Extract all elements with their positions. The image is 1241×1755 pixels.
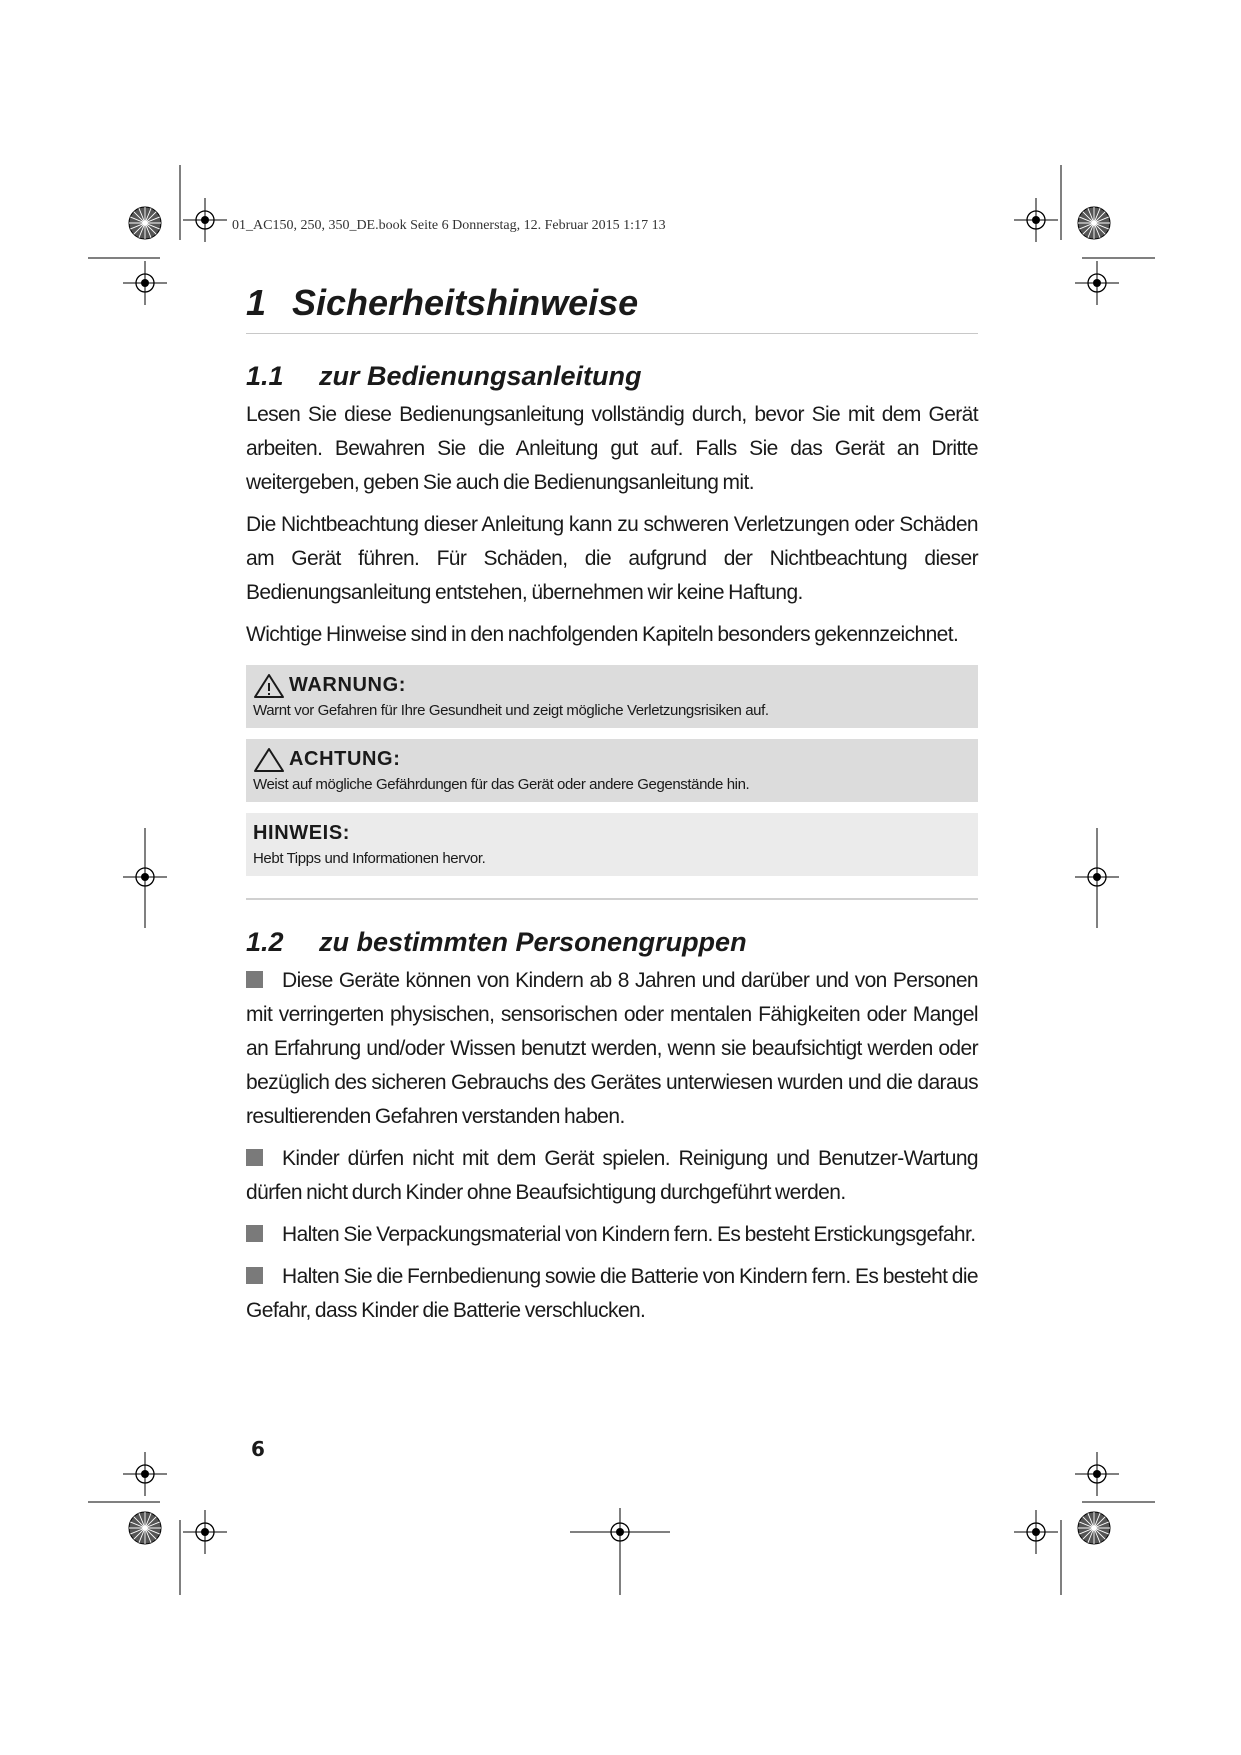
section-title-text: zur Bedienungsanleitung xyxy=(319,361,642,391)
section-divider xyxy=(246,898,978,900)
page-content xyxy=(246,282,978,1328)
list-item: Diese Geräte können von Kindern ab 8 Jahren und darüber und von Personen mit verringerten physischen, sensorischen oder mentalen Fähigkeiten oder Mangel an Erfahrung und/oder Wissen benutzt werden, wenn sie beaufsichtigt werden oder bezüglich des sicheren Gebrauchs des Gerätes unterwiesen wurden und die daraus resultierenden Gefahren verstanden haben. xyxy=(246,969,978,1128)
square-bullet-icon xyxy=(246,971,263,988)
warning-label: WARNUNG: xyxy=(289,674,407,696)
paragraph: Wichtige Hinweise sind in den nachfolgenden Kapiteln besonders gekennzeichnet. xyxy=(246,623,959,646)
paragraph: Lesen Sie diese Bedienungsanleitung vollständig durch, bevor Sie mit dem Gerät arbeiten. Bewahren Sie die Anleitung gut auf. Falls Sie das Gerät an Dritte weitergeben, geben Sie auch die Bedienungsanleitung mit. xyxy=(246,403,978,494)
hint-label: HINWEIS: xyxy=(253,822,351,844)
list-item: Halten Sie die Fernbedienung sowie die Batterie von Kindern fern. Es besteht die Gefahr, dass Kinder die Batterie verschlucken. xyxy=(246,1265,978,1322)
warning-text: Warnt vor Gefahren für Ihre Gesundheit und zeigt mögliche Verletzungsrisiken auf. xyxy=(253,702,769,719)
section-number: 1.1 xyxy=(246,361,284,391)
section-title-1-2 xyxy=(246,927,978,958)
caution-text: Weist auf mögliche Gefährdungen für das Gerät oder andere Gegenstände hin. xyxy=(253,776,750,793)
square-bullet-icon xyxy=(246,1225,263,1242)
warning-box xyxy=(246,665,978,728)
caution-label: ACHTUNG: xyxy=(289,748,401,770)
section-number: 1.2 xyxy=(246,927,284,957)
warning-triangle-icon xyxy=(253,673,285,699)
chapter-title-text: Sicherheitshinweise xyxy=(292,282,639,323)
chapter-title xyxy=(246,282,978,334)
chapter-number: 1 xyxy=(246,282,267,323)
section-title-1-1 xyxy=(246,361,978,392)
caution-box xyxy=(246,739,978,802)
list-item: Halten Sie Verpackungsmaterial von Kindern fern. Es besteht Erstickungsgefahr. xyxy=(246,1218,978,1252)
list-item: Kinder dürfen nicht mit dem Gerät spielen. Reinigung und Benutzer-Wartung dürfen nicht durch Kinder ohne Beaufsichtigung durchgeführt werden. xyxy=(246,1147,978,1204)
square-bullet-icon xyxy=(246,1149,263,1166)
paragraph: Die Nichtbeachtung dieser Anleitung kann zu schweren Verletzungen oder Schäden am Gerät führen. Für Schäden, die aufgrund der Nichtbeachtung dieser Bedienungsanleitung entstehen, übernehmen wir keine Haftung. xyxy=(246,513,978,604)
caution-triangle-icon xyxy=(253,747,285,773)
page-number: 6 xyxy=(251,1437,265,1461)
hint-text: Hebt Tipps und Informationen hervor. xyxy=(253,850,486,867)
square-bullet-icon xyxy=(246,1267,263,1284)
hint-box xyxy=(246,813,978,876)
section-title-text: zu bestimmten Personengruppen xyxy=(319,927,747,957)
book-file-info: 01_AC150, 250, 350_DE.book Seite 6 Donnerstag, 12. Februar 2015 1:17 13 xyxy=(232,218,666,233)
